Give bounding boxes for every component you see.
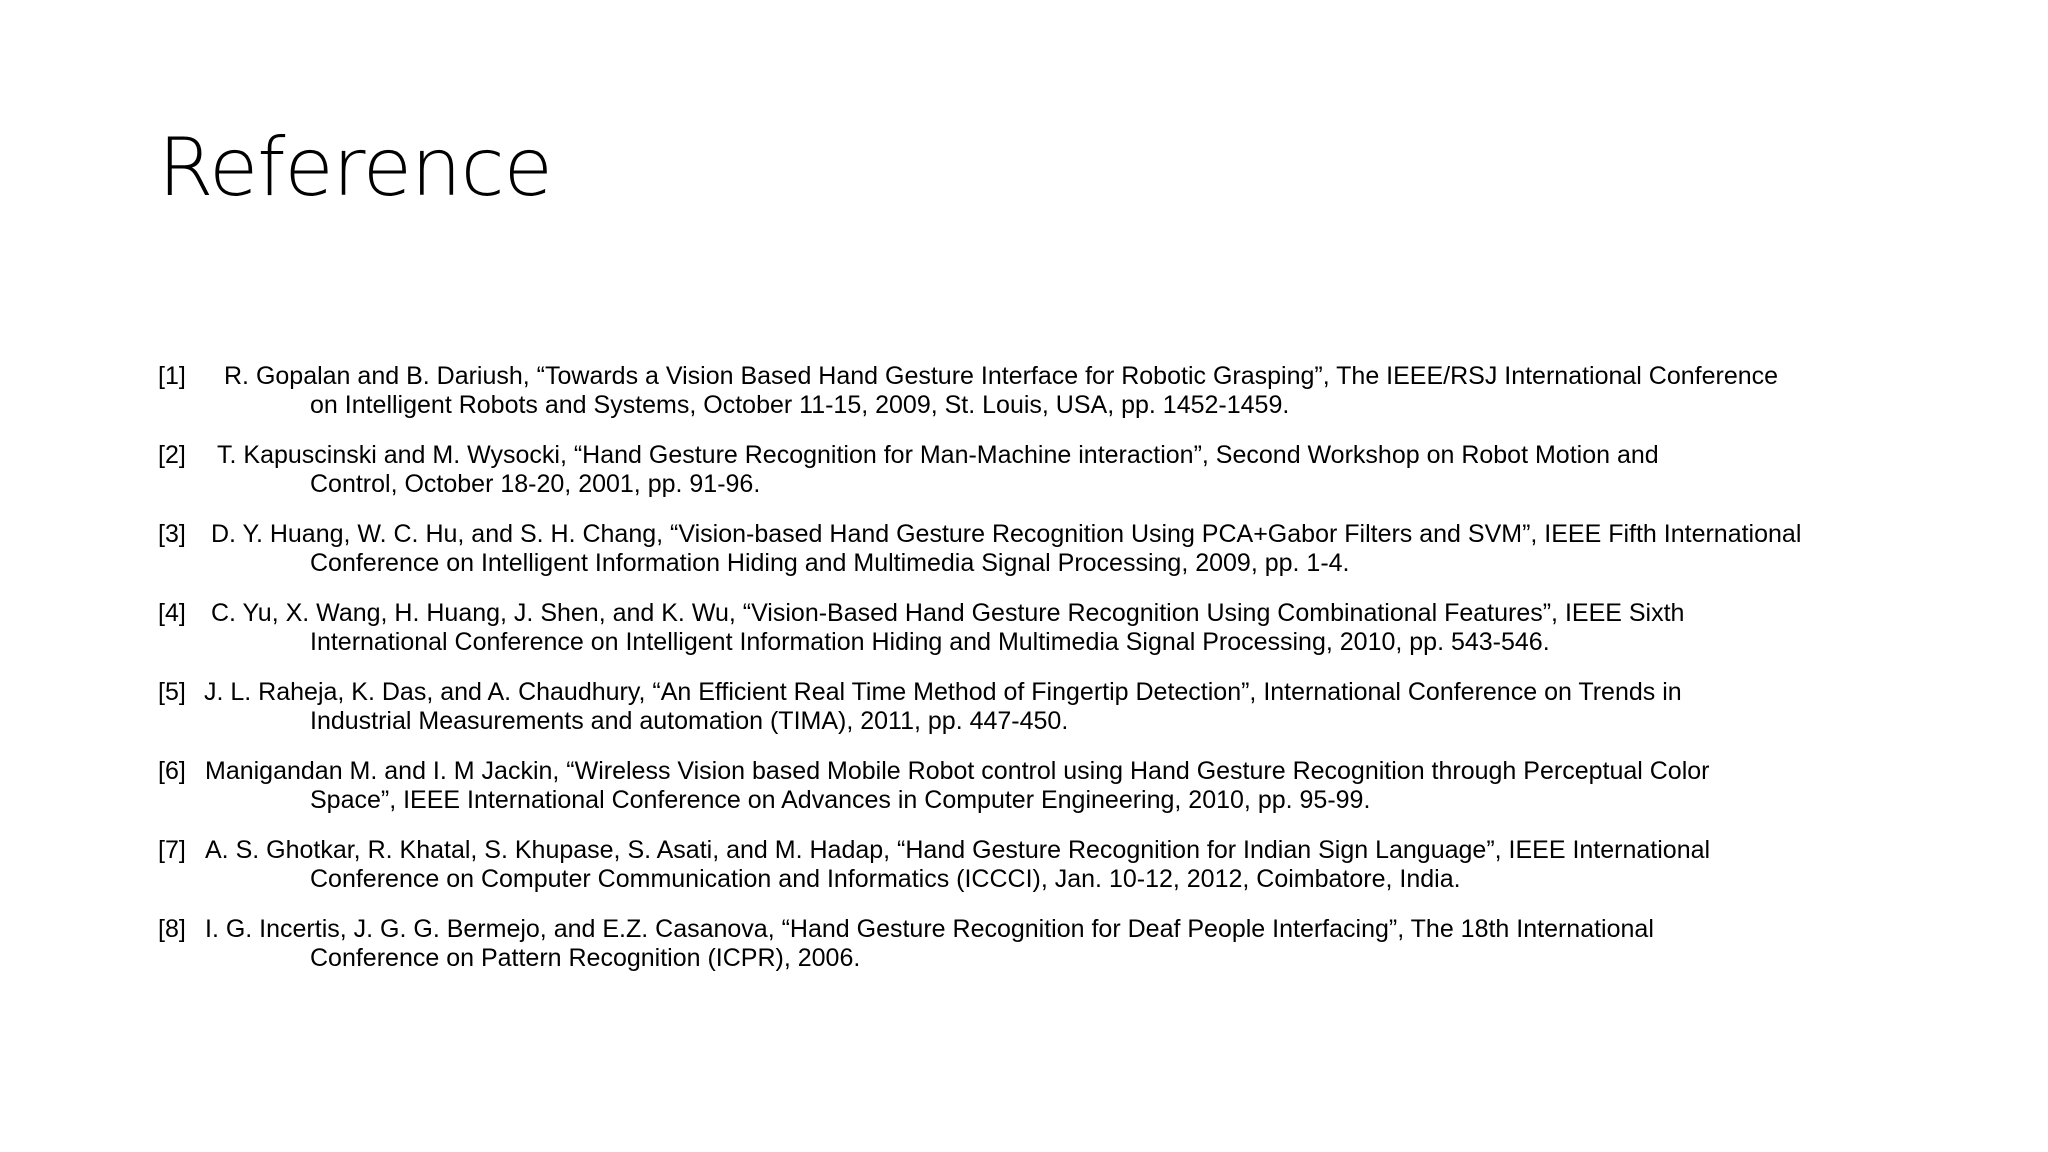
reference-text	[224, 362, 1918, 420]
reference-item	[158, 678, 1918, 736]
reference-text	[205, 915, 1918, 973]
reference-number: [8]	[158, 915, 186, 943]
reference-line: I. G. Incertis, J. G. G. Bermejo, and E.Z. Casanova, “Hand Gesture Recognition for Deaf People Interfacing”, The 18th International	[205, 915, 1654, 943]
reference-text	[211, 599, 1918, 657]
reference-line: Industrial Measurements and automation (TIMA), 2011, pp. 447-450.	[310, 707, 1069, 735]
reference-line: Conference on Computer Communication and Informatics (ICCCI), Jan. 10-12, 2012, Coimbatore, India.	[310, 865, 1461, 893]
reference-line: T. Kapuscinski and M. Wysocki, “Hand Gesture Recognition for Man-Machine interaction”, Second Workshop on Robot Motion and	[217, 441, 1659, 469]
reference-number: [4]	[158, 599, 186, 627]
reference-number: [3]	[158, 520, 186, 548]
reference-text	[205, 757, 1918, 815]
reference-number: [7]	[158, 836, 186, 864]
reference-text	[205, 836, 1918, 894]
reference-item	[158, 915, 1918, 973]
reference-number: [5]	[158, 678, 186, 706]
reference-line: on Intelligent Robots and Systems, October 11-15, 2009, St. Louis, USA, pp. 1452-1459.	[310, 391, 1290, 419]
reference-number: [6]	[158, 757, 186, 785]
reference-number: [2]	[158, 441, 186, 469]
reference-line: Manigandan M. and I. M Jackin, “Wireless Vision based Mobile Robot control using Hand Gesture Recognition through Perceptual Color	[205, 757, 1710, 785]
reference-line: J. L. Raheja, K. Das, and A. Chaudhury, “An Efficient Real Time Method of Fingertip Detection”, International Conference on Trends in	[204, 678, 1682, 706]
slide-title: Reference	[158, 121, 552, 214]
reference-item	[158, 599, 1918, 657]
reference-text	[211, 520, 1918, 578]
reference-text	[217, 441, 1918, 499]
reference-item	[158, 836, 1918, 894]
reference-list	[158, 362, 1918, 994]
reference-item	[158, 757, 1918, 815]
reference-number: [1]	[158, 362, 186, 390]
reference-line: Conference on Pattern Recognition (ICPR), 2006.	[310, 944, 861, 972]
reference-item	[158, 520, 1918, 578]
reference-item	[158, 362, 1918, 420]
reference-line: C. Yu, X. Wang, H. Huang, J. Shen, and K. Wu, “Vision-Based Hand Gesture Recognition Using Combinational Features”, IEEE Sixth	[211, 599, 1685, 627]
reference-line: Space”, IEEE International Conference on Advances in Computer Engineering, 2010, pp. 95-99.	[310, 786, 1371, 814]
reference-line: A. S. Ghotkar, R. Khatal, S. Khupase, S. Asati, and M. Hadap, “Hand Gesture Recognition for Indian Sign Language”, IEEE International	[205, 836, 1711, 864]
reference-line: Control, October 18-20, 2001, pp. 91-96.	[310, 470, 761, 498]
reference-line: R. Gopalan and B. Dariush, “Towards a Vision Based Hand Gesture Interface for Robotic Grasping”, The IEEE/RSJ International Conference	[224, 362, 1779, 390]
reference-line: International Conference on Intelligent Information Hiding and Multimedia Signal Processing, 2010, pp. 543-546.	[310, 628, 1550, 656]
reference-text	[204, 678, 1918, 736]
reference-line: D. Y. Huang, W. C. Hu, and S. H. Chang, “Vision-based Hand Gesture Recognition Using PCA+Gabor Filters and SVM”, IEEE Fifth International	[211, 520, 1802, 548]
reference-line: Conference on Intelligent Information Hiding and Multimedia Signal Processing, 2009, pp. 1-4.	[310, 549, 1350, 577]
reference-item	[158, 441, 1918, 499]
